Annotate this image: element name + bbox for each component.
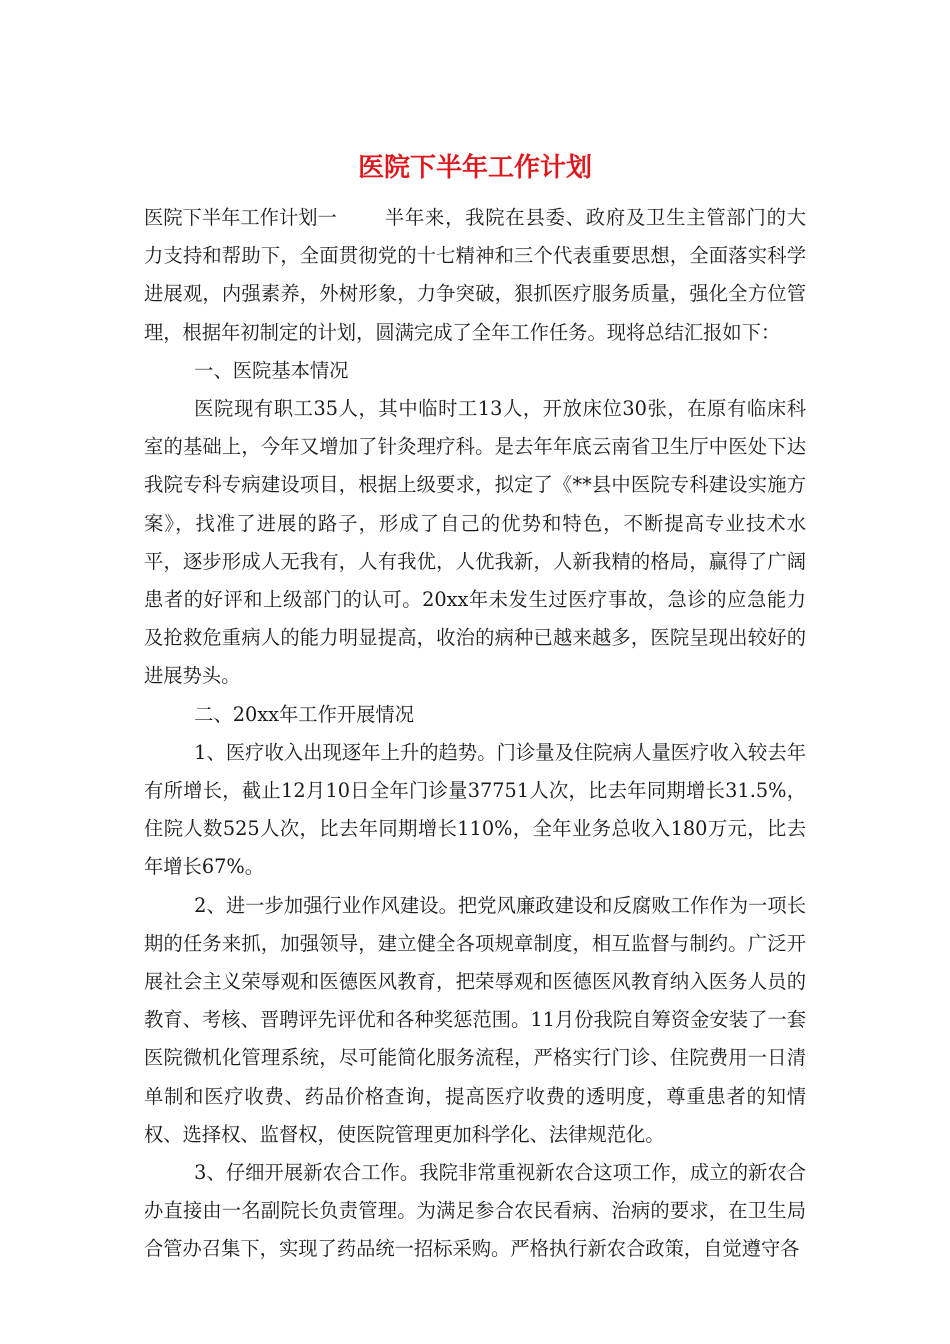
section-heading-2: 二、20xx年工作开展情况 — [194, 702, 414, 726]
intro-text: 半年来，我院在县委、政府及卫生主管部门的大力支持和帮助下，全面贯彻党的十七精神和三个代表重要思想，全面落实科学进展观，内强素养，外树形象，力争突破，狠抓医疗服务质量，强化全方位管理，根据年初制定的计划，圆满完成了全年工作任务。现将总结汇报如下： — [144, 206, 806, 344]
section-heading-1: 一、医院基本情况 — [194, 358, 349, 382]
intro-paragraph — [144, 199, 806, 352]
paragraph-basic-situation: 医院现有职工35人，其中临时工13人，开放床位30张，在原有临床科室的基础上，今年又增加了针灸理疗科。是去年年底云南省卫生厅中医处下达我院专科专病建设项目，根据上级要求，拟定了《**县中医院专科建设实施方案》，找准了进展的路子，形成了自己的优势和特色，不断提高专业技术水平，逐步形成人无我有，人有我优，人优我新，人新我精的格局，赢得了广阔患者的好评和上级部门的认可。20xx年未发生过医疗事故，急诊的应急能力及抢救危重病人的能力明显提高，收治的病种已越来越多，医院呈现出较好的进展势头。 — [144, 397, 806, 688]
document-title: 医院下半年工作计划 — [357, 153, 592, 183]
paragraph-rural-cooperative: 3、仔细开展新农合工作。我院非常重视新农合这项工作，成立的新农合办直接由一名副院长负责管理。为满足参合农民看病、治病的要求，在卫生局合管办召集下，实现了药品统一招标采购。严格执行新农合政策，自觉遵守各 — [144, 1161, 806, 1261]
paragraph-medical-income: 1、医疗收入出现逐年上升的趋势。门诊量及住院病人量医疗收入较去年有所增长，截止12月10日全年门诊量37751人次，比去年同期增长31.5%，住院人数525人次，比去年同期增长110%，全年业务总收入180万元，比去年增长67%。 — [144, 740, 806, 879]
paragraph-work-style: 2、进一步加强行业作风建设。把党风廉政建设和反腐败工作作为一项长期的任务来抓，加强领导，建立健全各项规章制度，相互监督与制约。广泛开展社会主义荣辱观和医德医风教育，把荣辱观和医德医风教育纳入医务人员的教育、考核、晋聘评先评优和各种奖惩范围。11月份我院自筹资金安装了一套医院微机化管理系统，尽可能简化服务流程，严格实行门诊、住院费用一日清单制和医疗收费、药品价格查询，提高医疗收费的透明度，尊重患者的知情权、选择权、监督权，使医院管理更加科学化、法律规范化。 — [144, 893, 806, 1146]
document-body — [144, 199, 806, 1269]
intro-label: 医院下半年工作计划一 — [144, 206, 337, 229]
